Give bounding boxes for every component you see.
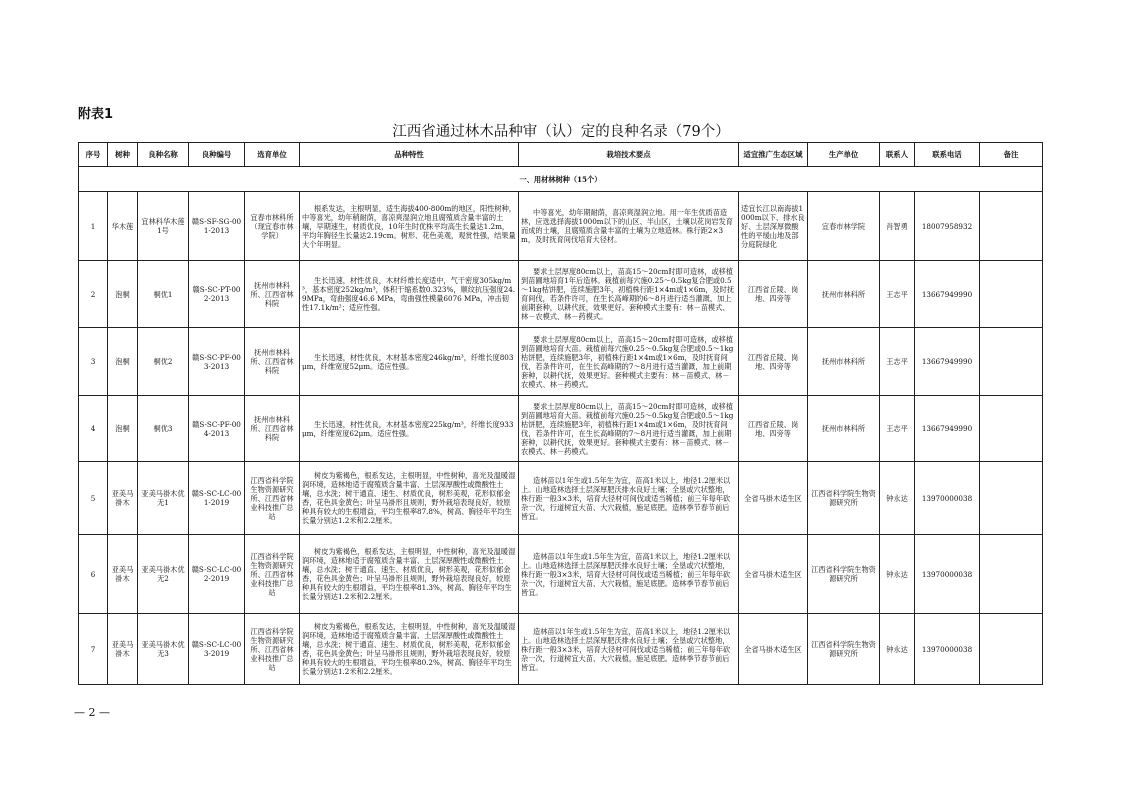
table-header-row	[79, 143, 1043, 167]
col-header-species: 树种	[108, 143, 138, 167]
cell-contact: 钟永达	[880, 462, 915, 535]
col-header-traits: 品种特性	[300, 143, 519, 167]
cell-breeder: 江西省科学院生物资源研究所、江西省林业科技推广总站	[245, 462, 300, 535]
cell-cultivation: 造林苗以1年生或1.5年生为宜，苗高1米以上，地径1.2厘米以上。山地造林选择土层深厚肥沃排水良好土壤；全垦或穴状整地，株行距一般3×3米，培育大径材可间伐或适当稀植；前三年每年砍杂一次，行道树宜大苗、大穴栽植，施足底肥。造林季节春节前后皆宜。	[519, 535, 739, 614]
cell-region: 全省马褂木适生区	[739, 462, 808, 535]
cell-producer: 抚州市林科所	[808, 261, 880, 328]
col-header-code: 良种编号	[189, 143, 245, 167]
cell-breeder: 江西省科学院生物资源研究所、江西省林业科技推广总站	[245, 535, 300, 614]
cell-producer: 抚州市林科所	[808, 396, 880, 462]
cell-region: 江西省丘陵、岗地、四旁等	[739, 328, 808, 396]
cell-traits: 根系发达，主根明显，适生海拔400-800m的地区，阳性树种，中等喜光，幼年稍耐荫，喜凉爽湿润立地且腐殖质含量丰富的土壤，早期速生，材质优良，10年生时优株平均高生长量达1.2m，平均年胸径生长量达2.19cm。树形、花色美观，观赏性强，结果量大个年明显。	[300, 192, 519, 261]
cell-code: 赣S-SF-SG-001-2013	[189, 192, 245, 261]
table-row	[79, 396, 1043, 462]
cell-remark	[980, 396, 1043, 462]
cell-breeder: 抚州市林科所、江西省林科院	[245, 396, 300, 462]
cell-code: 赣S-SC-PT-002-2013	[189, 261, 245, 328]
page-number: — 2 —	[74, 706, 110, 719]
cell-cultivation: 造林苗以1年生或1.5年生为宜，苗高1米以上，地径1.2厘米以上。山地造林选择土层深厚肥沃排水良好土壤；全垦或穴状整地，株行距一般3×3米，培育大径材可间伐或适当稀植；前三年每年砍杂一次，行道树宜大苗、大穴栽植，施足底肥。造林季节春节前后皆宜。	[519, 614, 739, 685]
cell-name: 桐优2	[138, 328, 189, 396]
cell-phone: 13970000038	[915, 535, 980, 614]
cell-remark	[980, 328, 1043, 396]
cell-name: 亚美马褂木优无2	[138, 535, 189, 614]
cell-phone: 13667949990	[915, 396, 980, 462]
cell-region: 江西省丘陵、岗地、四旁等	[739, 261, 808, 328]
cell-cultivation: 中等喜光，幼年期耐荫，喜凉爽湿润立地。用一年生优质苗造林，应选选择海拔1000m以下的山区、半山区，土壤以花岗岩发育而成的土壤，且腐殖质含量丰富的土壤为立地造林。株行距2×3m，及时抚育间伐培育大径材。	[519, 192, 739, 261]
cell-cultivation: 要求土层厚度80cm以上，苗高15～20cm时即可造林，或移植到苗圃地培育大苗。栽植前每穴施0.25～0.5kg复合肥或0.5～1kg枯饼肥，连续施肥3年，初植株行距1×4m或1×6m，及时抚育间伐，若条件许可，在生长高峰期的7～8月进行适当灌溉，加上前期套种，以耕代抚，效果更好。套种模式主要有：林－苗模式、林－农模式、林－药模式。	[519, 396, 739, 462]
cell-region: 全省马褂木适生区	[739, 535, 808, 614]
cell-phone: 18007958932	[915, 192, 980, 261]
cell-breeder: 江西省科学院生物资源研究所、江西省林业科技推广总站	[245, 614, 300, 685]
cell-producer: 抚州市林科所	[808, 328, 880, 396]
appendix-label: 附表1	[78, 107, 114, 122]
table-row	[79, 192, 1043, 261]
cell-traits: 树皮为紫褐色，根系发达，主根明显，中性树种，喜光及温暖湿润环境，造林地适于腐殖质含量丰富、土层深厚酸性或微酸性土壤，总水洗；树干通直、速生、材质优良，树形美观，花形似郁金香，花色具金黄色；叶呈马褂形且规则，野外栽培表现良好，较原种具有较大的生根增益，平均生根率80.2%，树高、胸径年平均生长量分别达1.2米和2.2厘米。	[300, 614, 519, 685]
cell-cultivation: 造林苗以1年生或1.5年生为宜，苗高1米以上，地径1.2厘米以上。山地造林选择土层深厚肥沃排水良好土壤；全垦或穴状整地，株行距一般3×3米，培育大径材可间伐或适当稀植；前三年每年砍杂一次，行道树宜大苗、大穴栽植，施足底肥。造林季节春节前后皆宜。	[519, 462, 739, 535]
cell-traits: 树皮为紫褐色，根系发达，主根明显，中性树种，喜光及温暖湿润环境，造林地适于腐殖质含量丰富、土层深厚酸性或微酸性土壤，总水洗；树干通直、速生、材质优良，树形美观，花形似郁金香，花色具金黄色；叶呈马褂形且规则，野外栽培表现良好，较原种具有较大的生根增益，平均生根率87.8%，树高、胸径年平均生长量分别达1.2米和2.2厘米。	[300, 462, 519, 535]
col-header-cultivation: 栽培技术要点	[519, 143, 739, 167]
cell-traits: 生长迅速，材性优良，木材基本密度246kg/m³，纤维长度803μm，纤维宽度52μm。适应性强。	[300, 328, 519, 396]
cell-contact: 王志平	[880, 261, 915, 328]
cell-no: 7	[79, 614, 108, 685]
cell-code: 赣S-SC-LC-003-2019	[189, 614, 245, 685]
cell-code: 赣S-SC-LC-002-2019	[189, 535, 245, 614]
table-title: 江西省通过林木品种审（认）定的良种名录（79个）	[392, 124, 730, 140]
table-row	[79, 328, 1043, 396]
cell-phone: 13667949990	[915, 328, 980, 396]
cell-code: 赣S-SC-PF-003-2013	[189, 328, 245, 396]
cell-species: 华木莲	[108, 192, 138, 261]
cell-phone: 13667949990	[915, 261, 980, 328]
cell-cultivation: 要求土层厚度80cm以上，苗高15～20cm时即可造林，或移植到苗圃地培育1年后造林。栽植前每穴施0.25～0.5kg复合肥或0.5～1kg枯饼肥，连续施肥3年，初植株行距1×4m或1×6m，及时抚育间伐，若条件许可，在生长高峰期的6～8月进行适当灌溉，加上前期套种，以耕代抚，效果更好。套种模式主要有：林－苗模式、林－农模式、林－药模式。	[519, 261, 739, 328]
cell-no: 4	[79, 396, 108, 462]
cell-producer: 江西省科学院生物资源研究所	[808, 462, 880, 535]
cell-remark	[980, 535, 1043, 614]
cell-name: 桐优3	[138, 396, 189, 462]
cell-code: 赣S-SC-LC-001-2019	[189, 462, 245, 535]
cell-producer: 江西省科学院生物资源研究所	[808, 614, 880, 685]
col-header-contact: 联系人	[880, 143, 915, 167]
cell-region: 全省马褂木适生区	[739, 614, 808, 685]
section-title: 一、用材林树种（15个）	[79, 167, 1043, 192]
cell-name: 宜林科华木莲1号	[138, 192, 189, 261]
cell-contact: 王志平	[880, 328, 915, 396]
cell-cultivation: 要求土层厚度80cm以上，苗高15～20cm时即可造林，或移植到苗圃地培育大苗。栽植前每穴施0.25～0.5kg复合肥或0.5～1kg枯饼肥，连续施肥3年，初植株行距1×4m或1×6m，及时抚育间伐，若条件许可，在生长高峰期的7～8月进行适当灌溉，加上前期套种，以耕代抚，效果更好。套种模式主要有：林－苗模式、林－农模式、林－药模式。	[519, 328, 739, 396]
cell-traits: 生长迅速，材性优良，木材纤维长度适中，气干密度305kg/m³，基本密度252kg/m³，体积干缩系数0.323%，顺纹抗压强度24.9MPa，弯曲强度46.6 MPa，弯曲强性模量6076 MPa，冲击韧性17.1k/m²；适应性强。	[300, 261, 519, 328]
cell-no: 1	[79, 192, 108, 261]
cell-producer: 宜春市林学院	[808, 192, 880, 261]
cell-species: 亚美马褂木	[108, 535, 138, 614]
cell-breeder: 抚州市林科所、江西省林科院	[245, 261, 300, 328]
cell-remark	[980, 462, 1043, 535]
cell-region: 适宜长江以南海拔1000m以下、排水良好、土层深厚微酸性的平缓山地及部分庭院绿化	[739, 192, 808, 261]
cell-species: 亚美马褂木	[108, 462, 138, 535]
cell-species: 泡桐	[108, 261, 138, 328]
table-row	[79, 614, 1043, 685]
cell-traits: 树皮为紫褐色，根系发达，主根明显，中性树种，喜光及温暖湿润环境，造林地适于腐殖质含量丰富、土层深厚酸性或微酸性土壤，总水洗；树干通直、速生、材质优良，树形美观，花形似郁金香，花色具金黄色；叶呈马褂形且规则，野外栽培表现良好，较原种具有较大的生根增益，平均生根率81.3%，树高、胸径年平均生长量分别达1.2米和2.2厘米。	[300, 535, 519, 614]
cell-no: 2	[79, 261, 108, 328]
cell-no: 6	[79, 535, 108, 614]
cell-name: 亚美马褂木优无3	[138, 614, 189, 685]
cell-breeder: 宜春市林科所（现宜春市林学院）	[245, 192, 300, 261]
cell-phone: 13970000038	[915, 614, 980, 685]
cell-phone: 13970000038	[915, 462, 980, 535]
cell-species: 亚美马褂木	[108, 614, 138, 685]
cell-species: 泡桐	[108, 396, 138, 462]
cell-contact: 钟永达	[880, 614, 915, 685]
cell-traits: 生长迅速，材性优良，木材基本密度225kg/m³，纤维长度933μm，纤维宽度62μm。适应性强。	[300, 396, 519, 462]
cell-no: 5	[79, 462, 108, 535]
col-header-no: 序号	[79, 143, 108, 167]
cell-name: 桐优1	[138, 261, 189, 328]
variety-table	[78, 142, 1043, 685]
cell-producer: 江西省科学院生物资源研究所	[808, 535, 880, 614]
col-header-remark: 备注	[980, 143, 1043, 167]
cell-contact: 王志平	[880, 396, 915, 462]
table-row	[79, 261, 1043, 328]
cell-remark	[980, 614, 1043, 685]
cell-remark	[980, 261, 1043, 328]
cell-contact: 钟永达	[880, 535, 915, 614]
table-row	[79, 535, 1043, 614]
col-header-phone: 联系电话	[915, 143, 980, 167]
col-header-breeder: 选育单位	[245, 143, 300, 167]
cell-contact: 肖智勇	[880, 192, 915, 261]
cell-breeder: 抚州市林科所、江西省林科院	[245, 328, 300, 396]
cell-no: 3	[79, 328, 108, 396]
cell-name: 亚美马褂木优无1	[138, 462, 189, 535]
cell-remark	[980, 192, 1043, 261]
table-row	[79, 462, 1043, 535]
cell-code: 赣S-SC-PF-004-2013	[189, 396, 245, 462]
col-header-name: 良种名称	[138, 143, 189, 167]
cell-region: 江西省丘陵、岗地、四旁等	[739, 396, 808, 462]
section-row	[79, 167, 1043, 192]
cell-species: 泡桐	[108, 328, 138, 396]
col-header-region: 适宜推广生态区域	[739, 143, 808, 167]
col-header-producer: 生产单位	[808, 143, 880, 167]
